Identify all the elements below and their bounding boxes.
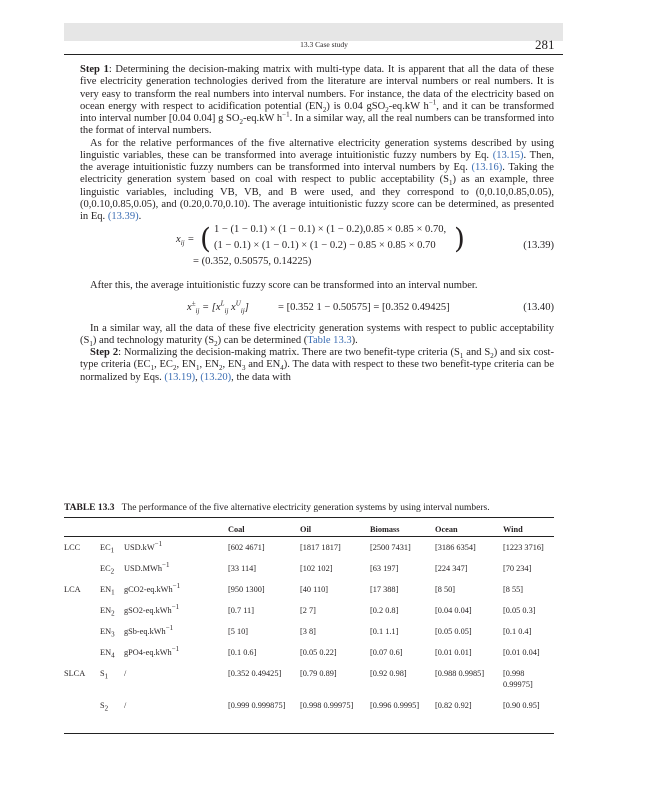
eq-ref-link[interactable]: (13.15) <box>492 149 524 161</box>
text-run: and S <box>463 347 491 358</box>
eq-lhs: $x_{ij}$ = <box>176 234 195 248</box>
header-cell <box>100 521 124 537</box>
criterion-subscript: 1 <box>110 546 115 555</box>
value-cell: [0.7 11] <box>228 606 254 615</box>
criterion-cell <box>100 663 127 695</box>
text-run: . <box>138 211 142 222</box>
step2-lead: Step 2 <box>90 347 119 358</box>
value-cell: [0.996 0.9995] <box>370 701 420 710</box>
table-row <box>64 621 554 642</box>
step2-paragraph: Step 2: Normalizing the decision-making matrix. There are two benefit-type criteria ($S_1$ and $S_2$) and six cost-type criteria ($EC_1$, $EC_2$, $EN_1$, $EN_2$, $EN_3$ and $EN_4$). The data with respect to these two benefit-type criteria can be normalized by Eqs. (13.19), (13.20), the data with <box>80 347 555 383</box>
eq-number: (13.39) <box>523 240 554 252</box>
table-row <box>64 663 554 695</box>
eq-line1: 1 − (1 − 0.1) × (1 − 0.1) × (1 − 0.2),0.85 × 0.85 × 0.70, <box>214 224 447 236</box>
criterion-label: S <box>100 669 105 678</box>
criterion-subscript: 1 <box>111 588 115 597</box>
column-header: Wind <box>503 524 523 534</box>
header-cell <box>64 521 100 537</box>
text-run: , EN <box>176 359 196 371</box>
criterion-cell <box>100 579 124 600</box>
value-cell: [0.90 0.95] <box>503 701 540 710</box>
criterion-subscript: 1 <box>104 672 109 681</box>
text-run: , <box>195 371 201 383</box>
text-run: , EN <box>222 359 242 371</box>
value-cell: [224 347] <box>435 564 468 573</box>
table-caption-text: The performance of the five alternative electricity generation systems by using interval numbers. <box>121 503 490 513</box>
criterion-label: EC <box>100 564 111 573</box>
equation-13-40 <box>80 293 554 323</box>
value-cell: [63 197] <box>370 564 399 573</box>
table-row <box>64 579 554 600</box>
text-run: ) can be determined ( <box>217 334 308 346</box>
left-paren: ( <box>200 222 211 256</box>
running-head: 13.3 Case study <box>300 40 348 49</box>
criterion-label: EN <box>100 648 112 657</box>
unit-cell <box>124 537 228 558</box>
value-cell: [0.79 0.89] <box>300 669 337 678</box>
unit-superscript: −1 <box>154 540 163 549</box>
value-cell: [0.998 0.99975] <box>300 701 354 710</box>
value-cell: [70 234] <box>503 564 532 573</box>
text-run: . In a similar way, all the real numbers can be transformed into the format of interval numbers. <box>80 113 554 137</box>
criterion-subscript: 2 <box>111 609 115 618</box>
value-cell: [1223 3716] <box>503 543 544 552</box>
value-cell: [0.1 0.4] <box>503 627 532 636</box>
text-run: ) is 0.04 gSO <box>326 100 386 112</box>
criterion-label: EN <box>100 606 112 615</box>
group-cell: SLCA <box>64 669 86 678</box>
eq-rhs: = [0.352 1 − 0.50575] = [0.352 0.49425] <box>278 301 450 313</box>
equation-13-39 <box>80 223 554 277</box>
criterion-cell <box>100 537 124 558</box>
unit-label: gSb-eq.kWh <box>124 627 166 636</box>
criterion-cell <box>100 558 124 579</box>
value-cell: [3186 6354] <box>435 543 476 552</box>
value-cell: [0.998 0.99975] <box>503 669 533 689</box>
criterion-label: EC <box>100 543 111 552</box>
unit-label: gSO2-eq.kWh <box>124 606 172 615</box>
text-run: : Determining the decision-making matrix with multi-type data. It is apparent that all the data of these five electricity generation technologies derived from the literature are interval numbers or real numbers. It is very easy to transform the real numbers into interval numbers. For instance, the data of the electricity based on ocean energy with respect to acidification potential (EN <box>80 64 554 112</box>
criterion-subscript: 2 <box>104 704 109 713</box>
text-run: ). <box>351 334 358 346</box>
eq-number: (13.40) <box>523 301 554 313</box>
header-cell <box>124 521 228 537</box>
text-run: In a similar way, all the data of these five electricity generation systems with respect to public acceptability (S <box>80 322 554 346</box>
body-text <box>80 64 554 384</box>
column-header: Ocean <box>435 524 458 534</box>
text-run: : Normalizing the decision-making matrix. There are two benefit-type criteria (S <box>118 347 460 358</box>
text-run: As for the relative performances of the five alternative electricity generation systems described by using linguistic variables, these can be transformed into average intuitionistic fuzzy numbers by Eq. <box>80 137 554 161</box>
value-cell: [0.352 0.49425] <box>228 669 282 678</box>
group-cell <box>64 621 100 642</box>
table-row <box>64 600 554 621</box>
unit-cell <box>124 621 228 642</box>
column-header: Biomass <box>370 524 400 534</box>
eq-line3: = (0.352, 0.50575, 0.14225) <box>193 256 312 268</box>
criterion-subscript: 2 <box>110 567 115 576</box>
table-row <box>64 558 554 579</box>
unit-label: / <box>124 669 127 678</box>
unit-superscript: −1 <box>172 582 181 591</box>
table-ref-link[interactable]: Table 13.3 <box>307 334 352 346</box>
header-rule <box>64 54 563 55</box>
value-cell: [0.05 0.22] <box>300 648 337 657</box>
criterion-label: S <box>100 701 105 710</box>
value-cell: [2 7] <box>300 606 316 615</box>
unit-label: USD.MWh <box>124 564 163 573</box>
text-run: ) and six cost-type criteria (EC <box>80 347 554 371</box>
text-run: , and it can be transformed into interval number [0.04 0.04] g SO <box>80 100 554 124</box>
unit-cell <box>124 600 228 621</box>
step1-paragraph: Step 1: Determining the decision-making matrix with multi-type data. It is apparent that all the data of these five electricity generation technologies derived from the literature are interval numbers or real numbers. It is very easy to transform the real numbers into interval numbers. For instance, the data of the electricity based on ocean energy with respect to acidification potential $(EN_2)$ is 0.04 gSO$_2$-eq.kW $h^{-1}$, and it can be transformed into interval number [0.04 0.04] g $SO_2-eq.kW$ $h^{-1}$. In a similar way, all the real numbers can be transformed into the format of interval numbers. <box>80 64 554 137</box>
unit-cell <box>124 642 228 663</box>
unit-label: gCO2-eq.kWh <box>124 585 173 594</box>
text-run: , EC <box>154 359 173 371</box>
right-paren: ) <box>454 222 465 256</box>
value-cell: [0.01 0.04] <box>503 648 540 657</box>
unit-label: / <box>124 701 127 710</box>
eq-ref-link[interactable]: (13.16) <box>471 162 503 173</box>
value-cell: [40 110] <box>300 585 329 594</box>
text-run: and EN <box>245 359 281 371</box>
eq-ref-link[interactable]: (13.39) <box>107 211 139 222</box>
unit-label: USD.kW <box>124 543 155 552</box>
value-cell: [0.05 0.3] <box>503 606 536 615</box>
table-bottom-rule <box>64 733 554 734</box>
value-cell: [8 55] <box>503 585 524 594</box>
table-top-rule <box>64 517 554 518</box>
text-run: ) as an example, three linguistic variables, including VB, VB, and B were used, and they correspond to (0,0.10,0.85,0.05), (0,0.10,0.85,0.05), and (0.20,0.70,0.10). The average intuitionistic fuzzy score can be determined, as presented in Eq. <box>80 174 554 222</box>
top-bar <box>64 23 563 41</box>
text-run: , EN <box>199 359 219 371</box>
table-row <box>64 537 554 558</box>
value-cell: [0.07 0.6] <box>370 648 403 657</box>
unit-cell <box>124 558 228 579</box>
value-cell: [0.92 0.98] <box>370 669 407 678</box>
criterion-subscript: 3 <box>111 630 115 639</box>
value-cell: [102 102] <box>300 564 333 573</box>
value-cell: [0.01 0.01] <box>435 648 472 657</box>
column-header: Oil <box>300 524 312 534</box>
unit-cell <box>124 663 228 695</box>
value-cell: [8 50] <box>435 585 456 594</box>
eq-ref-link[interactable]: (13.20) <box>200 371 232 383</box>
value-cell: [5 10] <box>228 627 249 636</box>
table-label: TABLE 13.3 <box>64 503 115 513</box>
text-run: ) and technology maturity (S <box>92 334 215 346</box>
text-run: . Then, the average intuitionistic fuzzy numbers can be transformed into interval numbers by Eq. <box>80 149 554 173</box>
unit-superscript: −1 <box>162 561 170 570</box>
column-header: Coal <box>228 524 245 534</box>
value-cell: [0.2 0.8] <box>370 606 399 615</box>
criterion-label: EN <box>100 627 112 636</box>
value-cell: [0.04 0.04] <box>435 606 472 615</box>
eq-line2: (1 − 0.1) × (1 − 0.1) × (1 − 0.2) − 0.85 × 0.85 × 0.70 <box>214 240 436 252</box>
paragraph-linguistic: As for the relative performances of the five alternative electricity generation systems described by using linguistic variables, these can be transformed into average intuitionistic fuzzy numbers by Eq. (13.15). Then, the average intuitionistic fuzzy numbers can be transformed into interval numbers by Eq. (13.16). Taking the electricity generation system based on coal with respect to public acceptability $(S_1)$ as an example, three linguistic variables, including VB, VB, and B were used, and they correspond to (0,0.10,0.85,0.05), (0,0.10,0.85,0.05), and (0.20,0.70,0.10). The average intuitionistic fuzzy score can be determined, as presented in Eq. (13.39). <box>80 137 554 222</box>
group-cell: LCA <box>64 585 81 594</box>
criterion-subscript: 4 <box>111 651 115 660</box>
unit-superscript: −1 <box>171 645 180 654</box>
paragraph-similar: In a similar way, all the data of these five electricity generation systems with respect to public acceptability $(S_1)$ and technology maturity $(S_2)$ can be determined (Table 13.3). <box>80 322 554 348</box>
step1-lead: Step 1 <box>80 64 109 75</box>
value-cell: [0.1 1.1] <box>370 627 399 636</box>
text-run: -eq.kW h <box>388 100 429 112</box>
group-cell <box>64 558 100 579</box>
group-cell <box>64 695 100 716</box>
value-cell: [1817 1817] <box>300 543 341 552</box>
value-cell: [0.988 0.9985] <box>435 669 485 678</box>
group-cell <box>64 600 100 621</box>
group-cell <box>64 642 100 663</box>
table-header-row <box>64 521 554 537</box>
unit-cell <box>124 695 228 716</box>
table-row <box>64 695 554 716</box>
page-number: 281 <box>535 37 555 52</box>
criterion-cell <box>100 695 127 716</box>
unit-superscript: −1 <box>165 624 174 633</box>
value-cell: [2500 7431] <box>370 543 411 552</box>
value-cell: [950 1300] <box>228 585 265 594</box>
criterion-cell <box>100 642 124 663</box>
unit-cell <box>124 579 228 600</box>
value-cell: [0.999 0.999875] <box>228 701 286 710</box>
text-run: ). The data with respect to these two benefit-type criteria can be normalized by Eqs. <box>80 359 555 383</box>
criterion-cell <box>100 621 124 642</box>
value-cell: [17 388] <box>370 585 399 594</box>
unit-superscript: −1 <box>171 603 180 612</box>
value-cell: [3 8] <box>300 627 316 636</box>
unit-label: gPO4-eq.kWh <box>124 648 172 657</box>
criterion-label: EN <box>100 585 112 594</box>
text-run: -eq.kW h <box>243 113 283 124</box>
group-cell: LCC <box>64 543 81 552</box>
text-run: . Taking the electricity generation system based on coal with respect to public acceptability (S <box>80 162 554 186</box>
table-row <box>64 642 554 663</box>
value-cell: [0.1 0.6] <box>228 648 257 657</box>
eq-ref-link[interactable]: (13.19) <box>164 371 196 383</box>
value-cell: [0.05 0.05] <box>435 627 472 636</box>
value-cell: [33 114] <box>228 564 257 573</box>
criterion-cell <box>100 600 124 621</box>
table-caption <box>64 503 554 513</box>
value-cell: [602 4671] <box>228 543 265 552</box>
text-run: , the data with <box>231 371 291 383</box>
eq-lhs: $x^\pm_{ij} = [x^L_{ij}$ $x^U_{ij}$] <box>187 298 249 315</box>
performance-table <box>64 521 554 716</box>
paragraph-after: After this, the average intuitionistic fuzzy score can be transformed into an interval number. <box>90 280 478 292</box>
value-cell: [0.82 0.92] <box>435 701 472 710</box>
